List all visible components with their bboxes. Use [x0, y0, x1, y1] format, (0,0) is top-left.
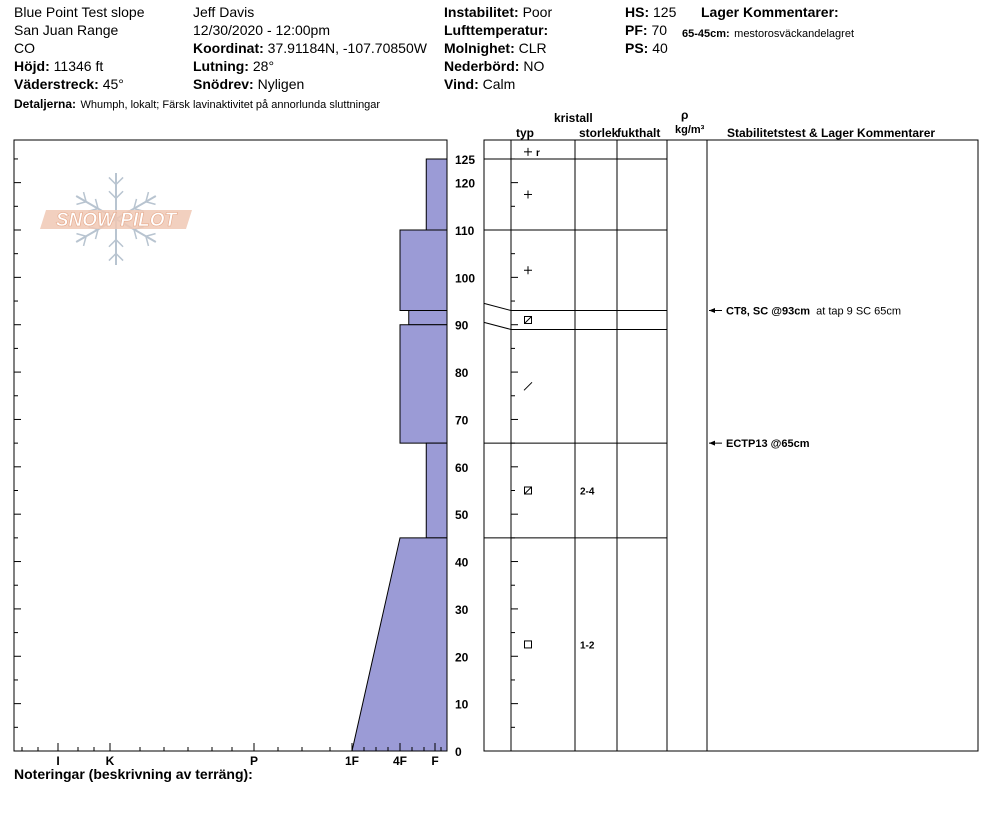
grain-symbols — [524, 148, 595, 652]
state-name: CO — [14, 40, 35, 56]
density-unit-heading: kg/m³ — [675, 124, 705, 136]
site-name: Blue Point Test slope — [14, 4, 145, 20]
hs-label: HS: — [625, 4, 650, 20]
depth-tick-label: 60 — [455, 460, 469, 475]
layer-comments-label: Lager Kommentarer: — [701, 4, 839, 20]
snowflake-branch — [146, 234, 156, 237]
test-label: CT8, SC @93cm — [726, 305, 811, 318]
elevation-label: Höjd: — [14, 58, 50, 74]
crystal-heading: kristall — [554, 111, 593, 125]
precip-label: Nederbörd: — [444, 58, 520, 74]
hardness-plot-depth-ticks — [14, 159, 21, 727]
snowflake-branch — [116, 177, 123, 184]
depth-tick-label: 0 — [455, 745, 462, 759]
instability-value: Poor — [522, 4, 553, 20]
slope-label: Lutning: — [193, 58, 249, 74]
depth-axis — [455, 153, 475, 759]
hardness-segment — [426, 159, 447, 230]
rho-heading: ρ — [681, 108, 689, 122]
snowflake-branch — [109, 177, 116, 184]
grain-modifier: r — [536, 147, 540, 159]
elevation-value: 11346 ft — [53, 58, 104, 74]
hardness-segment — [409, 311, 447, 325]
instability-label: Instabilitet: — [444, 4, 519, 20]
precip-value: NO — [523, 58, 545, 74]
hardness-tick-label: P — [249, 754, 259, 768]
depth-tick-label: 30 — [455, 602, 469, 617]
air-temperature-label: Lufttemperatur: — [444, 22, 549, 38]
stability-heading: Stabilitetstest & Lager Kommentarer — [727, 126, 936, 140]
details-value: Whumph, lokalt; Färsk lavinaktivitet på annorlunda sluttningar — [80, 99, 381, 111]
size-heading: storlek — [579, 126, 619, 140]
depth-tick-label: 40 — [455, 555, 469, 570]
grain-box-slash — [525, 487, 532, 494]
snowflake-branch — [76, 202, 86, 205]
hardness-tick-label: 4F — [392, 754, 408, 768]
grain-box — [525, 641, 532, 648]
depth-tick-label: 70 — [455, 413, 469, 428]
depth-tick-label: 50 — [455, 508, 469, 523]
depth-tick-label: 80 — [455, 366, 469, 381]
stability-tests — [709, 306, 901, 451]
hardness-tick-label: K — [105, 754, 115, 768]
boundary-connector — [484, 322, 511, 329]
test-pointer-arrow — [709, 441, 715, 446]
hs-value: 125 — [653, 4, 677, 20]
grain-size-label: 1-2 — [580, 640, 595, 652]
drift-value: Nyligen — [257, 76, 305, 92]
layer-comment-range: 65-45cm: — [682, 28, 730, 40]
slope-value: 28° — [252, 58, 275, 74]
depth-tick-label: 10 — [455, 697, 469, 712]
hardness-tick-label: 1F — [344, 754, 360, 768]
snowflake-branch — [109, 254, 116, 261]
logo-text: SNOW PILOT — [55, 210, 177, 231]
wind-label: Vind: — [444, 76, 479, 92]
layer-comment-text: mestorosväckandelagret — [734, 28, 854, 40]
depth-tick-label: 20 — [455, 650, 469, 665]
boundary-connector — [484, 303, 511, 310]
hardness-profile — [352, 159, 447, 751]
hardness-tick-label: F — [431, 754, 439, 768]
moisture-heading: fukthalt — [617, 126, 661, 140]
depth-tick-label: 120 — [455, 176, 476, 191]
hardness-segment — [400, 325, 447, 443]
grain-slash — [524, 382, 532, 390]
sky-label: Molnighet: — [444, 40, 515, 56]
details-label: Detaljerna: — [14, 97, 77, 111]
depth-tick-label: 110 — [455, 223, 475, 238]
grain-size-label: 2-4 — [580, 486, 595, 498]
snowflake-branch — [146, 202, 156, 205]
pf-label: PF: — [625, 22, 648, 38]
depth-tick-label: 90 — [455, 318, 469, 333]
snowflake-branch — [116, 240, 123, 247]
range-name: San Juan Range — [14, 22, 119, 38]
wind-value: Calm — [482, 76, 516, 92]
depth-tick-label: 125 — [455, 152, 476, 167]
hardness-tick-label: I — [56, 754, 60, 768]
test-pointer-arrow — [709, 308, 715, 313]
sky-value: CLR — [518, 40, 547, 56]
hardness-segment — [426, 443, 447, 538]
grain-box-slash — [525, 316, 532, 323]
notes-label: Noteringar (beskrivning av terräng): — [14, 766, 253, 782]
aspect-value: 45° — [102, 76, 124, 92]
snowflake-branch — [76, 234, 86, 237]
test-result — [726, 306, 901, 318]
ps-label: PS: — [625, 40, 649, 56]
snowflake-branch — [116, 191, 123, 198]
coordinate-value: 37.91184N, -107.70850W — [267, 40, 427, 56]
hardness-segment — [400, 230, 447, 311]
aspect-label: Väderstreck: — [14, 76, 99, 92]
snow-pilot-logo — [40, 173, 192, 265]
ps-value: 40 — [652, 40, 668, 56]
test-comment: at tap 9 SC 65cm — [816, 305, 902, 318]
test-result — [726, 438, 810, 450]
snowflake-branch — [109, 240, 116, 247]
test-label: ECTP13 @65cm — [726, 438, 810, 451]
pf-value: 70 — [651, 22, 668, 38]
type-heading: typ — [516, 126, 534, 140]
coordinate-label: Koordinat: — [193, 40, 264, 56]
observation-datetime: 12/30/2020 - 12:00pm — [193, 22, 330, 38]
snowflake-branch — [116, 254, 123, 261]
observer-name: Jeff Davis — [193, 4, 255, 20]
hardness-segment — [352, 538, 447, 751]
snowflake-branch — [109, 191, 116, 198]
drift-label: Snödrev: — [193, 76, 254, 92]
depth-tick-label: 100 — [455, 271, 476, 286]
